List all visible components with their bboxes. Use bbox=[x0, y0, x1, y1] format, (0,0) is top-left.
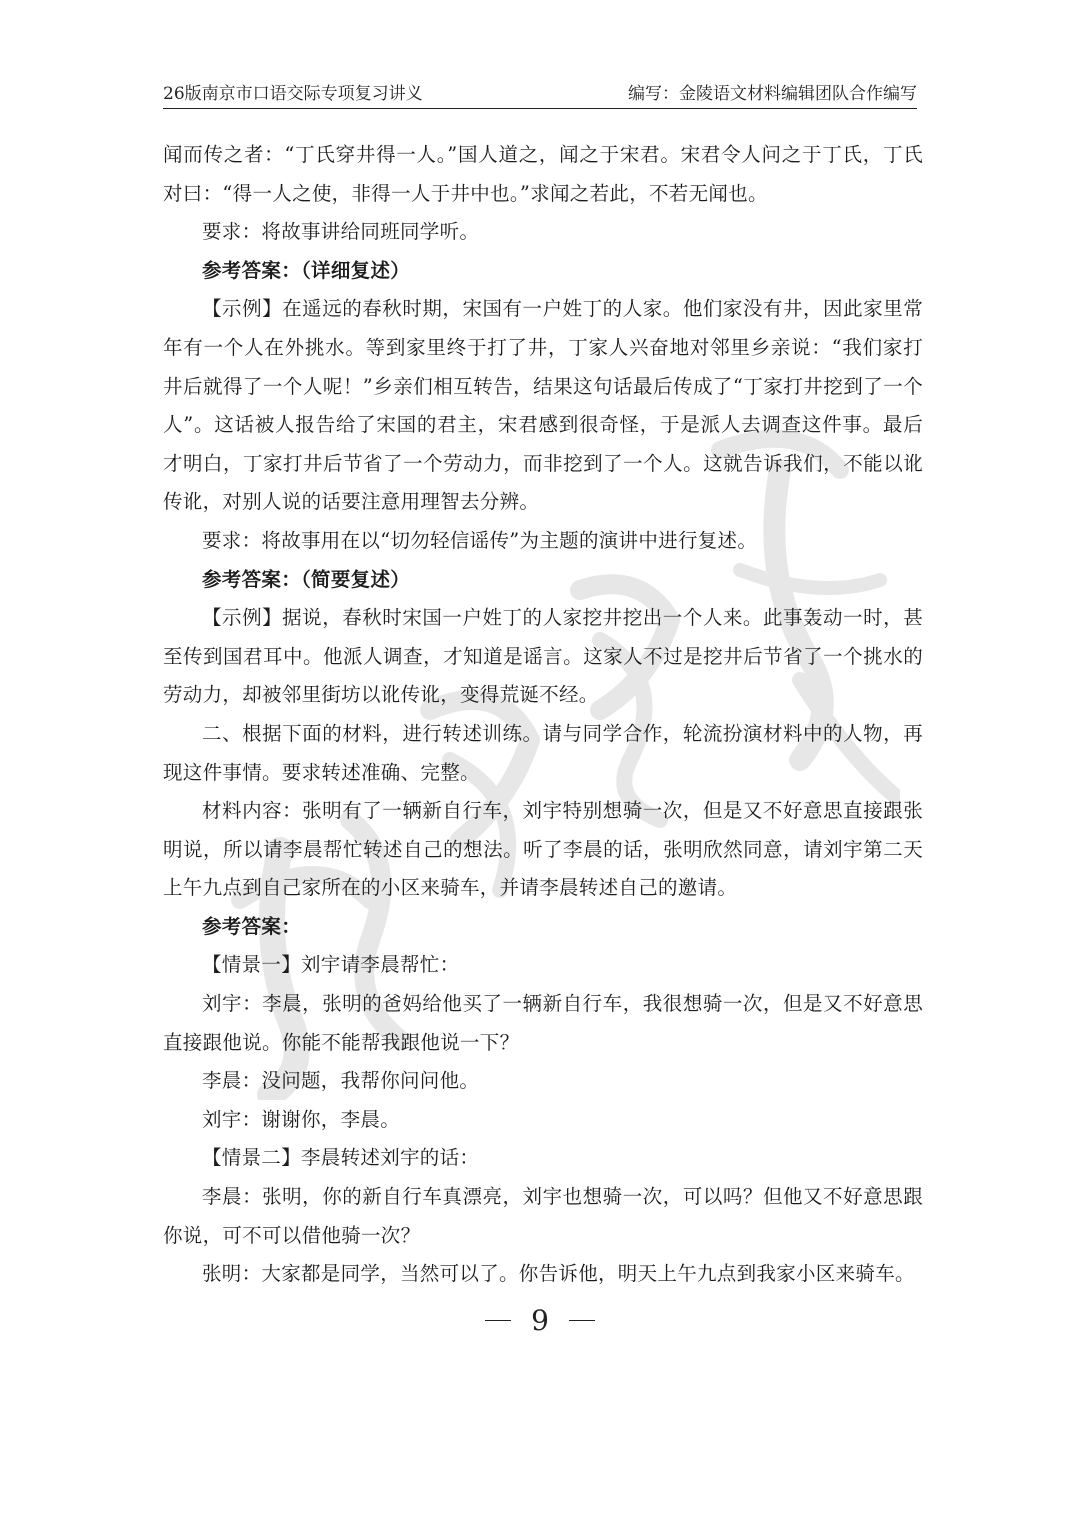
page-header bbox=[163, 74, 917, 109]
dialogue-lichen-2: 李晨：张明，你的新自行车真漂亮，刘宇也想骑一次，可以吗？但他又不好意思跟你说，可不可以借他骑一次？ bbox=[163, 1185, 923, 1247]
heading-answer-brief: 参考答案：（简要复述） bbox=[202, 567, 411, 591]
dialogue-liuyu-1: 刘宇：李晨，张明的爸妈给他买了一辆新自行车，我很想骑一次，但是又不好意思直接跟他说。你能不能帮我跟他说一下？ bbox=[163, 992, 923, 1054]
paragraph-example-detailed: 【示例】在遥远的春秋时期，宋国有一户姓丁的人家。他们家没有井，因此家里常年有一个人在外挑水。等到家里终于打了井，丁家人兴奋地对邻里乡亲说：“我们家打井后就得了一个人呢！”乡亲们相互转告，结果这句话最后传成了“丁家打井挖到了一个人”。这话被人报告给了宋国的君主，宋君感到很奇怪，于是派人去调查这件事。最后才明白，丁家打井后节省了一个劳动力，而非挖到了一个人。这就告诉我们，不能以讹传讹，对别人说的话要注意用理智去分辨。 bbox=[163, 297, 923, 514]
page-footer bbox=[0, 1304, 1080, 1337]
heading-answer-3: 参考答案： bbox=[202, 914, 302, 938]
paragraph-material: 材料内容：张明有了一辆新自行车，刘宇特别想骑一次，但是又不好意思直接跟张明说，所以请李晨帮忙转述自己的想法。听了李晨的话，张明欣然同意，请刘宇第二天上午九点到自己家所在的小区来骑车，并请李晨转述自己的邀请。 bbox=[163, 799, 923, 900]
paragraph-story-end: 闻而传之者：“丁氏穿井得一人。”国人道之，闻之于宋君。宋君令人问之于丁氏，丁氏对曰：“得一人之使，非得一人于井中也。”求闻之若此，不若无闻也。 bbox=[163, 143, 923, 205]
heading-answer-detailed: 参考答案：（详细复述） bbox=[202, 258, 411, 282]
dialogue-zhangming-1: 张明：大家都是同学，当然可以了。你告诉他，明天上午九点到我家小区来骑车。 bbox=[202, 1262, 915, 1286]
footer-dash-right bbox=[569, 1320, 595, 1322]
paragraph-example-brief: 【示例】据说，春秋时宋国一户姓丁的人家挖井挖出一个人来。此事轰动一时，甚至传到国君耳中。他派人调查，才知道是谣言。这家人不过是挖井后节省了一个挑水的劳动力，却被邻里街坊以讹传讹，变得荒诞不经。 bbox=[163, 606, 923, 707]
paragraph-requirement-1: 要求：将故事讲给同班同学听。 bbox=[202, 220, 480, 244]
paragraph-task-2: 二、根据下面的材料，进行转述训练。请与同学合作，轮流扮演材料中的人物，再现这件事情。要求转述准确、完整。 bbox=[163, 721, 923, 784]
paragraph-scene-1: 【情景一】刘宇请李晨帮忙： bbox=[202, 953, 460, 977]
page-body bbox=[163, 136, 923, 1294]
dialogue-lichen-1: 李晨：没问题，我帮你问问他。 bbox=[202, 1069, 480, 1093]
paragraph-requirement-2: 要求：将故事用在以“切勿轻信谣传”为主题的演讲中进行复述。 bbox=[202, 528, 758, 552]
header-editor: 编写：金陵语文材料编辑团队合作编写 bbox=[628, 84, 917, 104]
page-number: 9 bbox=[531, 1304, 549, 1337]
paragraph-scene-2: 【情景二】李晨转述刘宇的话： bbox=[202, 1146, 480, 1170]
header-title: 26版南京市口语交际专项复习讲义 bbox=[163, 84, 423, 104]
footer-dash-left bbox=[485, 1320, 511, 1322]
dialogue-liuyu-2: 刘宇：谢谢你，李晨。 bbox=[202, 1107, 401, 1131]
